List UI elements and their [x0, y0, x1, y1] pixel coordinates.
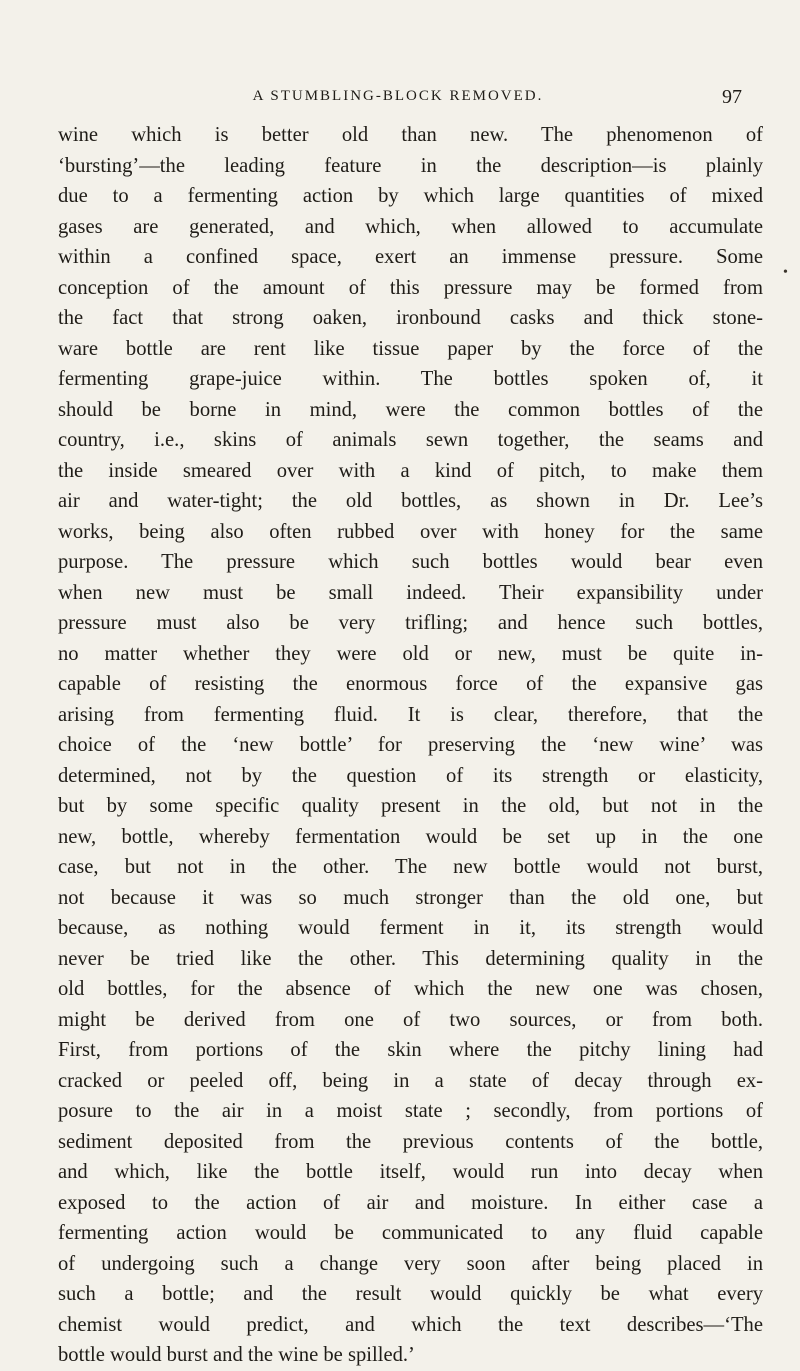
running-header: A STUMBLING-BLOCK REMOVED. — [252, 88, 544, 104]
text-line: arising from fermenting fluid. It is clear, therefore, that the — [58, 703, 763, 726]
text-line: old bottles, for the absence of which the new one was chosen, — [58, 978, 763, 1000]
text-line: the inside smeared over with a kind of pitch, to make them — [58, 459, 763, 482]
text-line: exposed to the action of air and moisture. In either case a — [58, 1191, 763, 1214]
text-line: no matter whether they were old or new, must be quite in- — [58, 642, 763, 665]
text-line: purpose. The pressure which such bottles would bear even — [58, 551, 763, 573]
text-line: within a confined space, exert an immense pressure. Some — [58, 246, 763, 268]
text-line: not because it was so much stronger than the old one, but — [58, 886, 763, 909]
text-line: gases are generated, and which, when allowed to accumulate — [58, 215, 763, 238]
text-line: posure to the air in a moist state ; secondly, from portions of — [58, 1100, 763, 1122]
text-line: of undergoing such a change very soon after being placed in — [58, 1252, 763, 1275]
text-line: ware bottle are rent like tissue paper by the force of the — [58, 337, 763, 360]
text-line: air and water-tight; the old bottles, as shown in Dr. Lee’s — [58, 490, 763, 512]
text-line: First, from portions of the skin where the pitchy lining had — [58, 1039, 763, 1061]
text-line: due to a fermenting action by which large quantities of mixed — [58, 185, 763, 207]
text-line: and which, like the bottle itself, would run into decay when — [58, 1161, 763, 1183]
text-line: ‘bursting’—the leading feature in the description—is plainly — [58, 154, 763, 177]
text-line: might be derived from one of two sources, or from both. — [58, 1008, 763, 1031]
text-line: cracked or peeled off, being in a state of decay through ex- — [58, 1069, 763, 1092]
text-line: conception of the amount of this pressure may be formed from — [58, 276, 763, 299]
text-line: chemist would predict, and which the text describes—‘The — [58, 1313, 763, 1336]
text-line: never be tried like the other. This determining quality in the — [58, 947, 763, 970]
text-line: sediment deposited from the previous contents of the bottle, — [58, 1130, 763, 1153]
text-line: new, bottle, whereby fermentation would be set up in the one — [58, 825, 763, 848]
text-line: fermenting grape-juice within. The bottles spoken of, it — [58, 368, 763, 390]
text-line: should be borne in mind, were the common bottles of the — [58, 398, 763, 421]
body-paragraph — [58, 120, 763, 1371]
page-number: 97 — [722, 86, 742, 108]
margin-mark: • — [783, 265, 788, 280]
text-line: choice of the ‘new bottle’ for preserving the ‘new wine’ was — [58, 734, 763, 756]
text-line: case, but not in the other. The new bottle would not burst, — [58, 856, 763, 878]
text-line: country, i.e., skins of animals sewn together, the seams and — [58, 429, 763, 451]
text-line: the fact that strong oaken, ironbound casks and thick stone- — [58, 307, 763, 329]
text-line: bottle would burst and the wine be spilled.’ — [58, 1344, 415, 1366]
text-line: wine which is better old than new. The phenomenon of — [58, 124, 763, 146]
text-line: works, being also often rubbed over with honey for the same — [58, 520, 763, 543]
text-line: determined, not by the question of its strength or elasticity, — [58, 764, 763, 787]
text-line: when new must be small indeed. Their expansibility under — [58, 581, 763, 604]
text-line: capable of resisting the enormous force of the expansive gas — [58, 673, 763, 695]
text-line: fermenting action would be communicated to any fluid capable — [58, 1222, 763, 1244]
text-line: such a bottle; and the result would quickly be what every — [58, 1283, 763, 1305]
text-line: but by some specific quality present in the old, but not in the — [58, 795, 763, 817]
text-line: pressure must also be very trifling; and hence such bottles, — [58, 612, 763, 634]
text-line: because, as nothing would ferment in it, its strength would — [58, 917, 763, 939]
